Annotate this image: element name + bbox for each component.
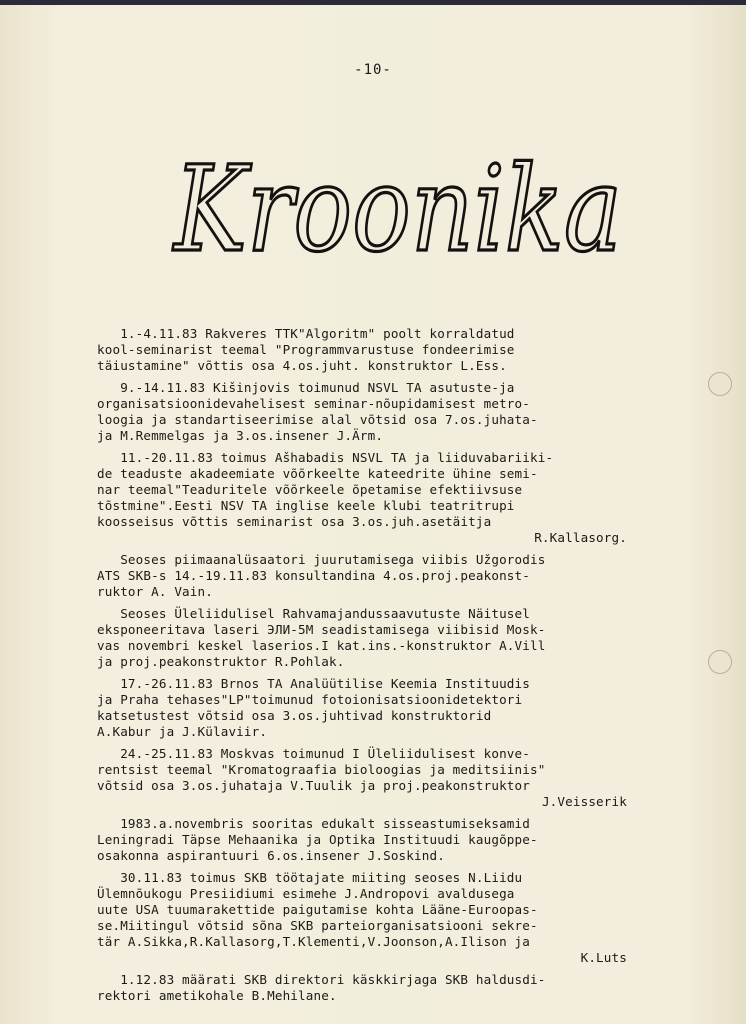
chronicle-entry (97, 326, 627, 374)
entry-line: se.Miitingul võtsid sõna SKB parteiorganisatsiooni sekre- (97, 918, 538, 933)
punch-hole (708, 650, 732, 674)
chronicle-content (97, 326, 627, 1010)
chronicle-entry (97, 972, 627, 1004)
scan-top-edge (0, 0, 746, 5)
entry-line: võtsid osa 3.os.juhataja V.Tuulik ja proj.peakonstruktor (97, 778, 530, 793)
page-number: -10- (354, 62, 392, 78)
entry-signature: R.Kallasorg. (534, 530, 627, 545)
entry-line: Seoses piimaanalüsaatori juurutamisega viibis Užgorodis (97, 552, 546, 567)
chronicle-entry (97, 606, 627, 670)
entry-line: 24.-25.11.83 Moskvas toimunud I Üleliidulisest konve- (97, 746, 530, 761)
entry-line: ja Praha tehases"LP"toimunud fotoionisatsioonidetektori (97, 692, 523, 707)
chronicle-entry (97, 870, 627, 966)
entry-line: ATS SKB-s 14.-19.11.83 konsultandina 4.os.proj.peakonst- (97, 568, 530, 583)
chronicle-entry (97, 816, 627, 864)
entry-line: Seoses Üleliidulisel Rahvamajandussaavutuste Näitusel (97, 606, 530, 621)
chronicle-entry (97, 746, 627, 810)
entry-line: kool-seminarist teemal "Programmvarustuse fondeerimise (97, 342, 515, 357)
entry-line: loogia ja standartiseerimise alal võtsid osa 7.os.juhata- (97, 412, 538, 427)
entry-line: vas novembri keskel laserios.I kat.ins.-konstruktor A.Vill (97, 638, 546, 653)
entry-line: rentsist teemal "Kromatograafia bioloogias ja meditsiinis" (97, 762, 546, 777)
entry-line: de teaduste akadeemiate võõrkeelte kateedrite ühine semi- (97, 466, 538, 481)
entry-line: 30.11.83 toimus SKB töötajate miiting seoses N.Liidu (97, 870, 523, 885)
entry-line: Ülemnõukogu Presiidiumi esimehe J.Andropovi avaldusega (97, 886, 515, 901)
punch-hole (708, 372, 732, 396)
title-text: Kroonika (172, 140, 622, 278)
entry-line: nar teemal"Teaduritele võõrkeele õpetamise efektiivsuse (97, 482, 523, 497)
entry-line: ja M.Remmelgas ja 3.os.insener J.Ärm. (97, 428, 384, 443)
entry-line: ja proj.peakonstruktor R.Pohlak. (97, 654, 345, 669)
entry-line: eksponeeritava laseri ЭЛИ-5М seadistamisega viibisid Mosk- (97, 622, 546, 637)
entry-line: 11.-20.11.83 toimus Ašhabadis NSVL TA ja liiduvabariiki- (97, 450, 554, 465)
entry-signature: J.Veisserik (541, 794, 627, 809)
entry-line: tõstmine".Eesti NSV TA inglise keele klubi teatritrupi (97, 498, 515, 513)
chronicle-entry (97, 552, 627, 600)
entry-line: rektori ametikohale B.Mehilane. (97, 988, 337, 1003)
entry-line: A.Kabur ja J.Külaviir. (97, 724, 268, 739)
chronicle-entry (97, 380, 627, 444)
entry-line: katsetustest võtsid osa 3.os.juhtivad konstruktorid (97, 708, 492, 723)
entry-line: 1.12.83 määrati SKB direktori käskkirjaga SKB haldusdi- (97, 972, 546, 987)
entry-line: täiustamine" võttis osa 4.os.juht. konstruktor L.Ess. (97, 358, 507, 373)
entry-line: osakonna aspirantuuri 6.os.insener J.Soskind. (97, 848, 445, 863)
chronicle-entry (97, 676, 627, 740)
entry-line: 1.-4.11.83 Rakveres TTK"Algoritm" poolt korraldatud (97, 326, 515, 341)
title-heading (168, 118, 628, 288)
entry-line: koosseisus võttis seminarist osa 3.os.juh.asetäitja (97, 514, 492, 529)
title-script (168, 118, 628, 288)
entry-line: tär A.Sikka,R.Kallasorg,T.Klementi,V.Joonson,A.Ilison ja (97, 934, 530, 949)
entry-line: Leningradi Täpse Mehaanika ja Optika Instituudi kaugõppe- (97, 832, 538, 847)
entry-line: organisatsioonidevahelisest seminar-nõupidamisest metro- (97, 396, 530, 411)
entry-line: uute USA tuumarakettide paigutamise kohta Lääne-Euroopas- (97, 902, 538, 917)
entry-signature: K.Luts (580, 950, 627, 965)
chronicle-entry (97, 450, 627, 546)
entry-line: 17.-26.11.83 Brnos TA Analüütilise Keemia Instituudis (97, 676, 530, 691)
entry-line: 9.-14.11.83 Kišinjovis toimunud NSVL TA asutuste-ja (97, 380, 515, 395)
entry-line: ruktor A. Vain. (97, 584, 213, 599)
entry-line: 1983.a.novembris sooritas edukalt sisseastumiseksamid (97, 816, 530, 831)
